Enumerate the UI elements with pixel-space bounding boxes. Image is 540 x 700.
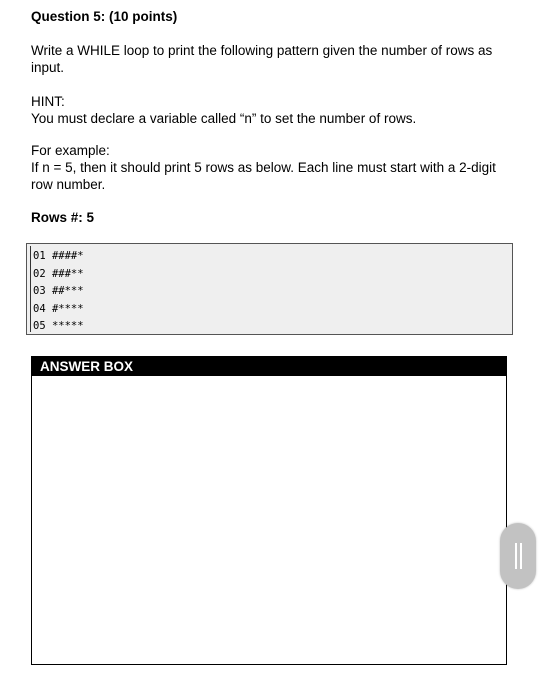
pattern-line: 02 ###** xyxy=(33,267,84,280)
pattern-line: 01 ####* xyxy=(33,250,84,262)
pattern-line: 05 ***** xyxy=(33,320,84,332)
example-label: For example: xyxy=(31,143,110,158)
question-title: Question 5: (10 points) xyxy=(31,9,178,24)
rows-label: Rows #: 5 xyxy=(31,210,95,225)
example-line: row number. xyxy=(31,177,106,192)
instruction-line: Write a WHILE loop to print the following pattern given the number of rows as xyxy=(31,43,493,58)
pattern-lines xyxy=(33,248,84,336)
answer-box-header: ANSWER BOX xyxy=(32,357,506,376)
answer-box[interactable] xyxy=(31,356,507,665)
instruction-line: input. xyxy=(31,60,65,75)
hint-label: HINT: xyxy=(31,94,65,109)
hint-text: You must declare a variable called “n” to set the number of rows. xyxy=(31,111,417,126)
pattern-output-box xyxy=(26,243,513,335)
instruction-text xyxy=(31,42,521,76)
example-line: If n = 5, then it should print 5 rows as below. Each line must start with a 2-digit xyxy=(31,160,496,175)
pattern-line: 03 ##*** xyxy=(33,285,84,297)
example-section xyxy=(31,142,521,193)
gutter-line xyxy=(30,246,31,332)
drag-handle-icon[interactable] xyxy=(500,523,536,589)
grip-bar xyxy=(515,543,517,569)
hint-section xyxy=(31,93,521,127)
grip-bar xyxy=(520,543,522,569)
pattern-line: 04 #**** xyxy=(33,302,84,315)
